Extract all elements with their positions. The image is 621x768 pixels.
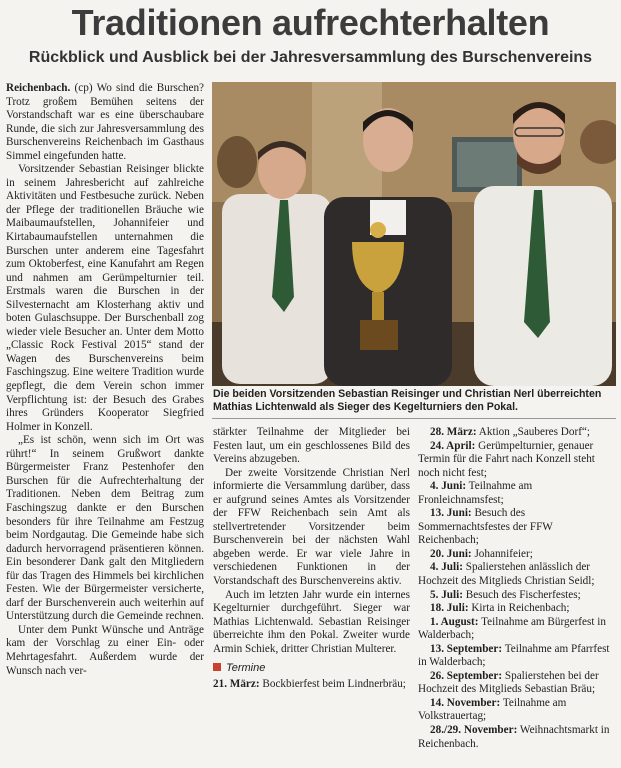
event-item xyxy=(418,724,615,751)
event-date: 4. Juni: xyxy=(430,480,467,493)
press-photo xyxy=(212,82,616,386)
event-item xyxy=(418,507,615,548)
event-item xyxy=(418,643,615,670)
event-date: 28. März: xyxy=(430,426,477,438)
termine-heading-text: Termine xyxy=(226,662,266,675)
event-text: Teilnahme am Pfarrfest in Walderbach; xyxy=(418,642,610,669)
paragraph: Unter dem Punkt Wünsche und Anträge kam der Vorschlag zu einer Ein- oder Mehrtagesfahrt. Außerdem wurde der Wunsch nach ver- xyxy=(6,623,204,677)
event-item xyxy=(418,602,615,616)
dateline: Reichenbach. xyxy=(6,82,71,94)
article-column-3 xyxy=(418,426,615,751)
event-item xyxy=(418,480,615,507)
photo-caption: Die beiden Vorsitzenden Sebastian Reisinger und Christian Nerl überreichten Mathias Lichtenwald als Sieger des Kegelturniers den Pokal. xyxy=(213,388,602,413)
event-item xyxy=(418,440,615,481)
event-text: Besuch des Fischerfestes; xyxy=(465,588,581,601)
event-date: 26. September: xyxy=(430,669,503,682)
photo-illustration xyxy=(212,82,616,386)
headline: Traditionen aufrechterhalten xyxy=(71,2,550,43)
article-column-2 xyxy=(213,426,410,691)
event-date: 24. April: xyxy=(430,439,476,452)
paragraph: Wo sind die Burschen? Trotz großem Bemühen seitens der Vorstandschaft war es eine überschaubare Runde, die sich zur Jahresversammlung des Burschenvereins Reichenbach im Gasthaus Simmel eingefunden hatte. xyxy=(6,82,204,162)
square-bullet-icon xyxy=(213,663,221,671)
event-text: Teilnahme am Fronleichnamsfest; xyxy=(418,480,533,506)
event-text: Spalierstehen bei der Hochzeit des Mitglieds Sebastian Bräu; xyxy=(418,669,599,696)
event-date: 13. September: xyxy=(430,642,503,655)
event-date: 14. November: xyxy=(430,696,501,709)
event-date: 1. August: xyxy=(430,615,479,628)
event-list xyxy=(418,426,615,751)
event-item xyxy=(418,670,615,697)
event-date: 28./29. November: xyxy=(430,724,518,737)
paragraph: Vorsitzender Sebastian Reisinger blickte in seinem Jahresbericht auf zahlreiche Aktivitäten und Festbesuche zurück. Neben der Pflege der traditionellen Bräuche wie Maibaumaufstellen, Johannifeier und Kirtabaumaufstellen unternahmen die Burschen unter anderem eine Tagesfahrt zum Oktoberfest, eine Kanufahrt am Regen und nahmen am Gerümpelturnier teil. Erstmals waren die Burschen in der Silvesternacht am Klosterhang aktiv und boten Gulaschsuppe. Der Burschenball zog wieder viele Besucher an. Unter dem Motto „Classic Rock Festival 2015“ stand der Wagen des Burschenvereins beim Faschingszug. Eine weitere Tradition wurde gepflegt, die dem Verein schon immer Verpflichtung ist: der Besuch des Grabes ihres Gründers Kooperator Siegfried Holmer in Konzell. xyxy=(6,163,204,433)
paragraph: „Es ist schön, wenn sich im Ort was rührt!“ In seinem Grußwort dankte Bürgermeister Franz Pestenhofer den Burschen für die Aufrechterhaltung der Traditionen. Neben dem Beitrag zum Faschingszug dankte er den Burschen besonders für ihre Teilnahme am Festzug beim Nordgautag. Die Gemeinde habe sich dadurch hervorragend präsentieren können. Ein besonderer Dank galt den Mitgliedern für das Tragen des Himmels bei kirchlichen Festen. Wie der Bürgermeister versicherte, darf der Burschenverein auch weiterhin auf Unterstützung durch die Gemeinde rechnen. xyxy=(6,434,204,623)
event-text: Johannifeier; xyxy=(474,547,533,560)
paragraph: stärkter Teilnahme der Mitglieder bei Festen laut, um ein geschlossenes Bild des Vereins abzugeben. xyxy=(213,426,410,466)
event-item xyxy=(418,616,615,643)
event-date: 5. Juli: xyxy=(430,588,463,601)
event-date: 13. Juni: xyxy=(430,507,472,520)
event-text: Kirta in Reichenbach; xyxy=(471,602,570,615)
event-text: Aktion „Sauberes Dorf“; xyxy=(478,426,591,438)
event-item xyxy=(418,697,615,724)
lead-paragraph xyxy=(6,82,204,163)
event-date: 20. Juni: xyxy=(430,547,472,560)
article-column-1 xyxy=(6,82,204,678)
event-item xyxy=(213,678,410,692)
subheadline: Rückblick und Ausblick bei der Jahresversammlung des Burschenvereins xyxy=(28,49,593,66)
event-date: 18. Juli: xyxy=(430,602,469,615)
paragraph: Auch im letzten Jahr wurde ein internes Kegelturnier durchgeführt. Sieger war Mathias Lichtenwald. Sebastian Reisinger überreichte ihm den Pokal. Zweiter wurde Armin Schiek, dritter Christian Multerer. xyxy=(213,588,410,655)
event-text: Teilnahme am Bürgerfest in Walderbach; xyxy=(418,615,606,642)
event-date: 21. März: xyxy=(213,677,260,690)
event-text: Bockbierfest beim Lindnerbräu; xyxy=(262,677,406,690)
paragraph: Der zweite Vorsitzende Christian Nerl informierte die Versammlung darüber, dass er aufgrund seines Amtes als Vorsitzender der FFW Reichenbach sein Amt als stellvertretender Vorsitzender beim Burschenverein bei der nächsten Wahl abgeben werde. Er war viele Jahre in verschiedenen Funktionen in der Vorstandschaft des Burschenvereins aktiv. xyxy=(213,466,410,588)
event-date: 4. Juli: xyxy=(430,561,463,574)
event-item xyxy=(418,561,615,588)
event-text: Teilnahme am Volkstrauertag; xyxy=(418,696,567,723)
event-text: Spalierstehen anlässlich der Hochzeit des Mitglieds Christian Seidl; xyxy=(418,561,595,588)
event-text: Besuch des Sommernachtsfestes der FFW Reichenbach; xyxy=(418,507,553,547)
divider xyxy=(212,418,616,419)
author-tag: (cp) xyxy=(74,82,93,94)
event-item xyxy=(418,426,615,440)
termine-heading xyxy=(213,662,410,676)
event-text: Gerümpelturnier, genauer Termin für die Fahrt nach Konzell steht noch nicht fest; xyxy=(418,439,595,479)
event-item xyxy=(418,589,615,603)
event-text: Weihnachtsmarkt in Reichenbach. xyxy=(418,724,610,750)
event-item xyxy=(418,548,615,562)
